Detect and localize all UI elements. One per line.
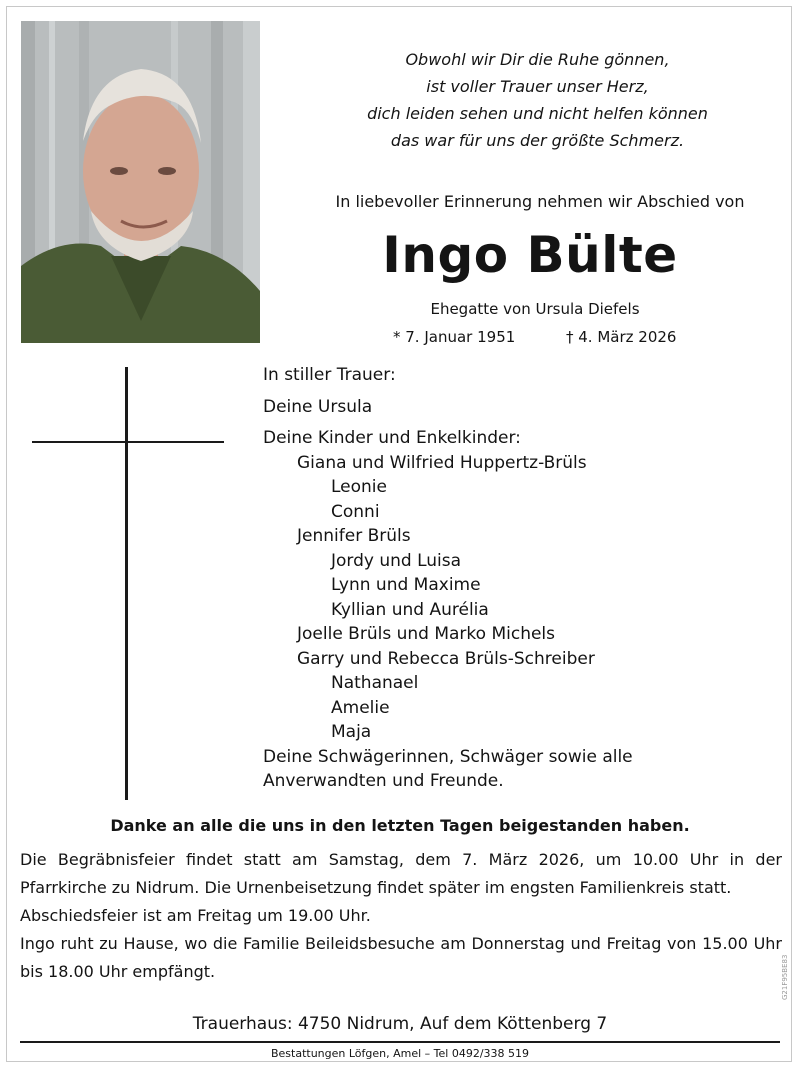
mourner-line: Giana und Wilfried Huppertz-Brüls — [297, 452, 587, 473]
poem-line: Obwohl wir Dir die Ruhe gönnen, — [405, 50, 670, 69]
mourner-line: Anverwandten und Freunde. — [263, 771, 504, 791]
mourner-line: Joelle Brüls und Marko Michels — [297, 624, 556, 644]
mourner-line: Deine Kinder und Enkelkinder: — [263, 428, 521, 448]
death-date: † 4. März 2026 — [566, 328, 677, 346]
cross-icon-bar — [32, 441, 224, 443]
mourner-line: Maja — [331, 722, 372, 742]
divider — [20, 1041, 780, 1043]
mourners-list — [263, 363, 783, 794]
mourner-line: Nathanael — [331, 673, 419, 693]
deceased-name: Ingo Bülte — [382, 226, 678, 284]
poem-line: dich leiden sehen und nicht helfen können — [367, 104, 708, 123]
birth-date: * 7. Januar 1951 — [393, 328, 516, 346]
portrait-image — [21, 21, 260, 343]
visitation-info: Ingo ruht zu Hause, wo die Familie Beileidsbesuche am Donnerstag und Freitag von 15.00 Uhr bis 18.00 Uhr empfängt. — [20, 934, 782, 981]
farewell-info: Abschiedsfeier ist am Freitag um 19.00 Uhr. — [20, 906, 371, 925]
undertaker-line: Bestattungen Löfgen, Amel – Tel 0492/338 519 — [270, 1047, 530, 1060]
mourner-line: Deine Ursula — [263, 396, 373, 417]
ceremony-info — [20, 846, 782, 986]
mourner-line: Lynn und Maxime — [331, 575, 481, 595]
thanks-line: Danke an alle die uns in den letzten Tagen beigestanden haben. — [110, 816, 690, 835]
reference-code: G21F95BE83 — [781, 954, 789, 1000]
mourning-house: Trauerhaus: 4750 Nidrum, Auf dem Köttenberg 7 — [192, 1014, 608, 1034]
spouse-line: Ehegatte von Ursula Diefels — [430, 300, 640, 318]
mourner-line: Deine Schwägerinnen, Schwäger sowie alle — [263, 746, 633, 767]
portrait-photo — [21, 21, 260, 343]
mourner-line: Garry und Rebecca Brüls-Schreiber — [297, 648, 595, 669]
poem-line: das war für uns der größte Schmerz. — [390, 131, 685, 150]
mourners-heading: In stiller Trauer: — [263, 365, 396, 385]
mourner-line: Leonie — [331, 477, 387, 497]
mourner-line: Conni — [331, 501, 380, 522]
poem — [300, 46, 775, 154]
mourner-line: Amelie — [331, 697, 390, 718]
poem-line: ist voller Trauer unser Herz, — [426, 77, 649, 96]
funeral-info: Die Begräbnisfeier findet statt am Samstag, dem 7. März 2026, um 10.00 Uhr in der Pfarrkirche zu Nidrum. Die Urnenbeisetzung findet später im engsten Familienkreis statt. — [20, 850, 782, 897]
cross-icon — [125, 367, 128, 800]
mourner-line: Jennifer Brüls — [297, 526, 411, 546]
intro-line: In liebevoller Erinnerung nehmen wir Abschied von — [335, 192, 745, 211]
mourner-line: Kyllian und Aurélia — [331, 599, 489, 620]
mourner-line: Jordy und Luisa — [331, 550, 462, 571]
